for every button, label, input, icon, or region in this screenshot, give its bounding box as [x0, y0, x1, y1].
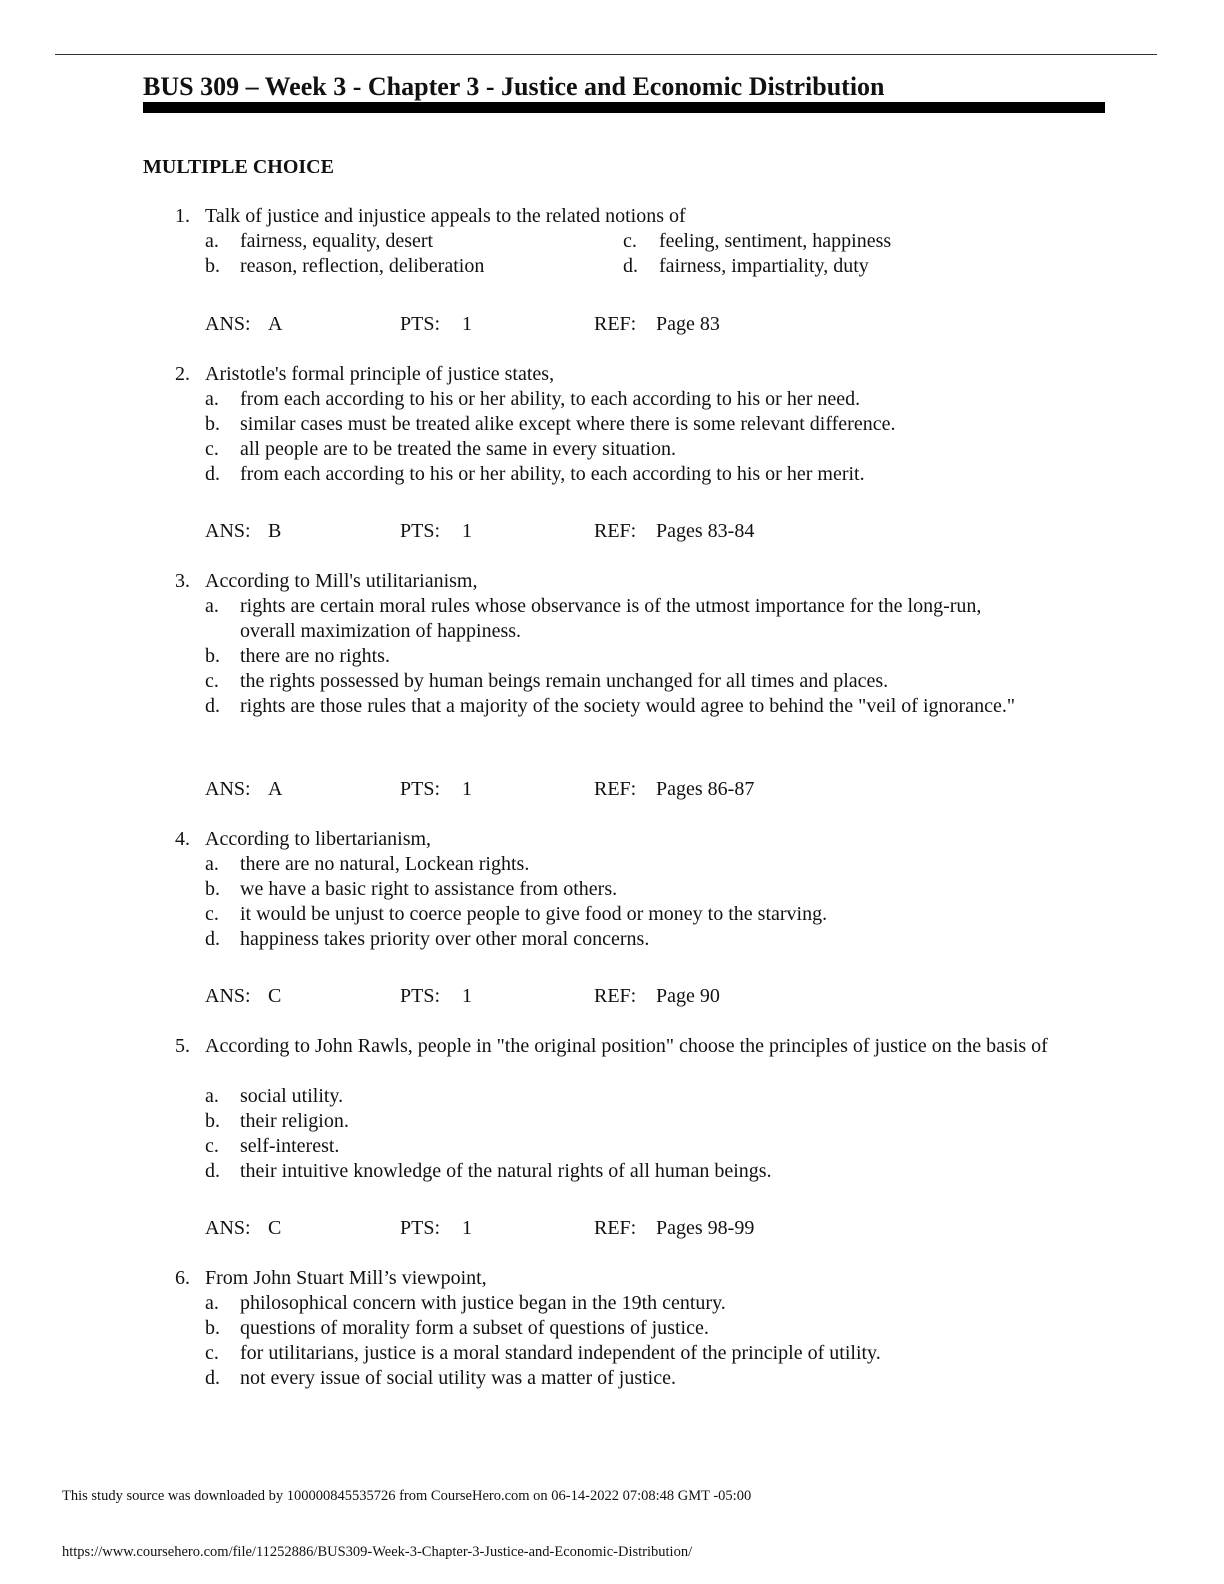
- question-number: 3.: [175, 570, 190, 592]
- question-stem: [0, 204, 1224, 229]
- question-number: 4.: [175, 828, 190, 850]
- option-text: not every issue of social utility was a matter of justice.: [240, 1367, 676, 1389]
- points-value: 1: [462, 985, 472, 1007]
- option-letter: a.: [205, 230, 219, 252]
- option-text: reason, reflection, deliberation: [240, 255, 485, 277]
- document-title: BUS 309 – Week 3 - Chapter 3 - Justice and Economic Distribution: [143, 72, 885, 101]
- option-c: [0, 902, 1224, 927]
- option-text: fairness, impartiality, duty: [659, 255, 869, 277]
- question-stem: [0, 362, 1224, 387]
- answer-value: A: [268, 778, 283, 800]
- points-value: 1: [462, 313, 472, 335]
- reference-value: Pages 86-87: [656, 778, 755, 800]
- option-b: [0, 412, 1224, 437]
- option-a: [0, 1084, 1224, 1109]
- reference-value: Page 90: [656, 985, 720, 1007]
- reference-label: REF:: [594, 985, 637, 1007]
- answer-label: ANS:: [205, 313, 251, 335]
- answer-value: C: [268, 1217, 282, 1239]
- option-b: [0, 644, 1224, 669]
- section-heading: MULTIPLE CHOICE: [143, 156, 334, 178]
- option-letter: c.: [205, 670, 219, 692]
- option-letter: b.: [205, 255, 220, 277]
- source-url[interactable]: https://www.coursehero.com/file/11252886/BUS309-Week-3-Chapter-3-Justice-and-Economic-Distribution/: [62, 1544, 693, 1560]
- option-text: there are no natural, Lockean rights.: [240, 853, 530, 875]
- option-text: philosophical concern with justice began in the 19th century.: [240, 1292, 726, 1314]
- question-3: [0, 569, 1224, 744]
- option-b: [0, 1316, 1224, 1341]
- reference-label: REF:: [594, 1217, 637, 1239]
- question-6: [0, 1266, 1224, 1391]
- question-number: 5.: [175, 1035, 190, 1057]
- option-letter: d.: [205, 1367, 220, 1389]
- option-text: their intuitive knowledge of the natural rights of all human beings.: [240, 1160, 772, 1182]
- option-text: social utility.: [240, 1085, 344, 1107]
- answer-row-5: [0, 1216, 1224, 1241]
- option-c: [0, 1134, 1224, 1159]
- option-text: all people are to be treated the same in every situation.: [240, 438, 676, 460]
- question-stem: [0, 1034, 1224, 1084]
- option-text: questions of morality form a subset of questions of justice.: [240, 1317, 709, 1339]
- option-text: happiness takes priority over other moral concerns.: [240, 928, 650, 950]
- option-letter: b.: [205, 645, 220, 667]
- option-a: [0, 594, 1224, 644]
- answer-label: ANS:: [205, 985, 251, 1007]
- option-letter: b.: [205, 413, 220, 435]
- reference-label: REF:: [594, 778, 637, 800]
- option-letter: a.: [205, 595, 219, 617]
- option-d: [0, 1159, 1224, 1184]
- option-letter: a.: [205, 1085, 219, 1107]
- answer-label: ANS:: [205, 1217, 251, 1239]
- option-text: self-interest.: [240, 1135, 340, 1157]
- question-stem: [0, 827, 1224, 852]
- title-underline-bar: [143, 102, 1105, 113]
- option-text: their religion.: [240, 1110, 349, 1132]
- option-letter: d.: [205, 695, 220, 717]
- question-text: Aristotle's formal principle of justice states,: [205, 363, 555, 385]
- option-letter: c.: [205, 438, 219, 460]
- option-text: it would be unjust to coerce people to give food or money to the starving.: [240, 903, 828, 925]
- option-text: similar cases must be treated alike except where there is some relevant difference.: [240, 413, 896, 435]
- question-text: According to John Rawls, people in "the original position" choose the principles of justice on the basis of: [205, 1035, 1048, 1057]
- points-label: PTS:: [400, 313, 441, 335]
- option-letter: d.: [205, 463, 220, 485]
- option-text: rights are those rules that a majority of the society would agree to behind the "veil of ignorance.": [240, 695, 1015, 717]
- option-a: [0, 1291, 1224, 1316]
- option-letter: b.: [205, 878, 220, 900]
- option-c: [0, 669, 1224, 694]
- option-d: [0, 927, 1224, 952]
- points-label: PTS:: [400, 1217, 441, 1239]
- option-a: [0, 852, 1224, 877]
- option-letter: d.: [205, 928, 220, 950]
- option-letter: c.: [205, 1135, 219, 1157]
- answer-row-3: [0, 777, 1224, 802]
- option-letter: c.: [623, 230, 637, 252]
- reference-label: REF:: [594, 520, 637, 542]
- answer-label: ANS:: [205, 778, 251, 800]
- option-letter: d.: [623, 255, 638, 277]
- points-value: 1: [462, 520, 472, 542]
- reference-value: Pages 98-99: [656, 1217, 755, 1239]
- question-text: According to libertarianism,: [205, 828, 432, 850]
- option-text: fairness, equality, desert: [240, 230, 434, 252]
- question-text: According to Mill's utilitarianism,: [205, 570, 478, 592]
- option-letter: b.: [205, 1110, 220, 1132]
- option-letter: c.: [205, 1342, 219, 1364]
- option-letter: a.: [205, 388, 219, 410]
- points-label: PTS:: [400, 985, 441, 1007]
- option-a: [0, 387, 1224, 412]
- question-text: From John Stuart Mill’s viewpoint,: [205, 1267, 487, 1289]
- option-text: we have a basic right to assistance from others.: [240, 878, 618, 900]
- option-d: [0, 462, 1224, 487]
- answer-row-4: [0, 984, 1224, 1009]
- option-letter: b.: [205, 1317, 220, 1339]
- option-b: [0, 1109, 1224, 1134]
- points-value: 1: [462, 1217, 472, 1239]
- question-2: [0, 362, 1224, 487]
- reference-value: Page 83: [656, 313, 720, 335]
- option-text: for utilitarians, justice is a moral standard independent of the principle of utility.: [240, 1342, 881, 1364]
- top-rule: [55, 54, 1157, 55]
- answer-value: A: [268, 313, 283, 335]
- question-number: 6.: [175, 1267, 190, 1289]
- option-letter: c.: [205, 903, 219, 925]
- option-b: [0, 877, 1224, 902]
- option-d: [0, 1366, 1224, 1391]
- option-c: [0, 437, 1224, 462]
- option-letter: a.: [205, 853, 219, 875]
- option-text: from each according to his or her ability, to each according to his or her need.: [240, 388, 861, 410]
- answer-row-1: [0, 312, 1224, 337]
- answer-row-2: [0, 519, 1224, 544]
- option-text: there are no rights.: [240, 645, 390, 667]
- points-value: 1: [462, 778, 472, 800]
- option-letter: a.: [205, 1292, 219, 1314]
- question-text: Talk of justice and injustice appeals to the related notions of: [205, 205, 686, 227]
- reference-value: Pages 83-84: [656, 520, 755, 542]
- answer-value: B: [268, 520, 282, 542]
- option-text: the rights possessed by human beings remain unchanged for all times and places.: [240, 670, 889, 692]
- question-number: 1.: [175, 205, 190, 227]
- option-text: rights are certain moral rules whose observance is of the utmost importance for the long-run, overall maximization of happiness.: [240, 595, 982, 642]
- question-1: [0, 204, 1224, 279]
- option-text: feeling, sentiment, happiness: [659, 230, 892, 252]
- question-stem: [0, 569, 1224, 594]
- points-label: PTS:: [400, 778, 441, 800]
- answer-label: ANS:: [205, 520, 251, 542]
- points-label: PTS:: [400, 520, 441, 542]
- option-c: [0, 1341, 1224, 1366]
- option-d: [0, 694, 1224, 744]
- question-5: [0, 1034, 1224, 1184]
- question-stem: [0, 1266, 1224, 1291]
- reference-label: REF:: [594, 313, 637, 335]
- option-grid: [0, 229, 1224, 279]
- option-text: from each according to his or her ability, to each according to his or her merit.: [240, 463, 865, 485]
- source-note: This study source was downloaded by 100000845535726 from CourseHero.com on 06-14-2022 07:08:48 GMT -05:00: [62, 1488, 752, 1504]
- question-number: 2.: [175, 363, 190, 385]
- option-letter: d.: [205, 1160, 220, 1182]
- answer-value: C: [268, 985, 282, 1007]
- question-4: [0, 827, 1224, 952]
